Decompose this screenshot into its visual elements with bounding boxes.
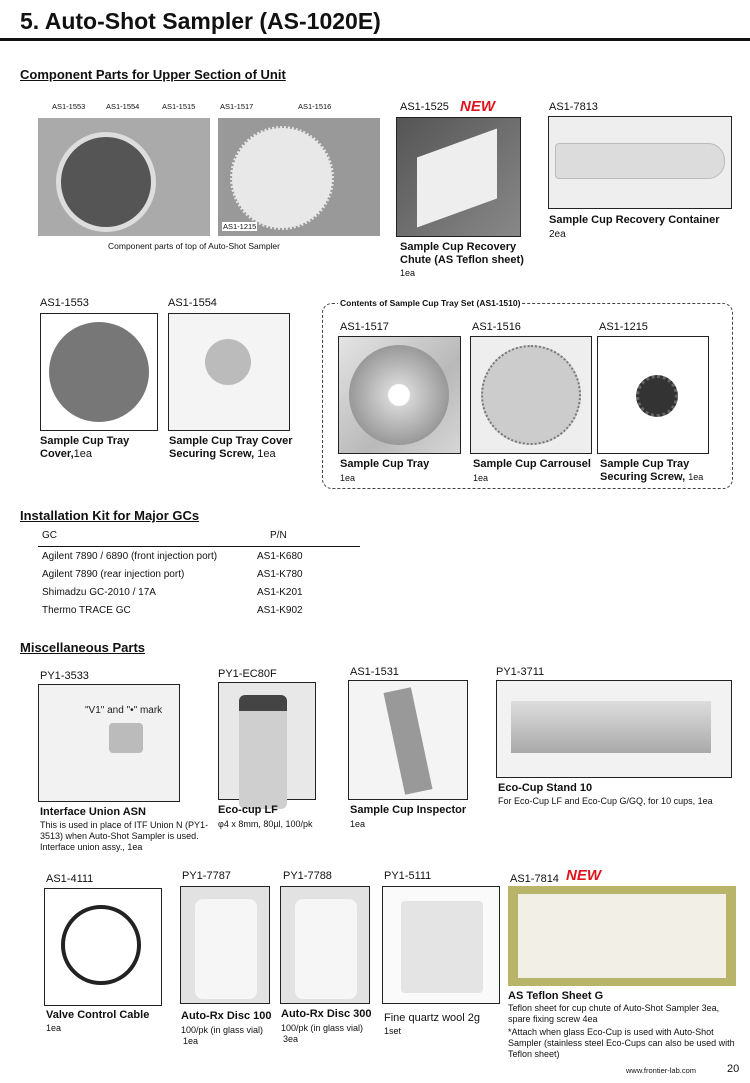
item-name: Sample Cup Tray (340, 458, 430, 470)
item-qty: 1ea (73, 448, 92, 460)
auto-rx-300-photo (280, 886, 370, 1004)
item-name: Sample Cup Recovery Chute (AS Teflon sheet) (400, 241, 524, 266)
item-desc: 1ea (46, 1023, 62, 1033)
photo-note: "V1" and "•" mark (85, 705, 163, 716)
photo-label: AS1-1215 (223, 222, 257, 231)
photo-label: AS1-1517 (220, 102, 254, 111)
photo-label: AS1-1516 (298, 102, 332, 111)
part-number: PY1-5111 (384, 870, 432, 882)
item-name: Eco-Cup Stand 10 (498, 782, 593, 794)
title-rule (0, 38, 750, 41)
photo-caption: Component parts of top of Auto-Shot Sampler (108, 241, 280, 251)
sampler-top-photo-2 (218, 118, 380, 236)
item-desc: This is used in place of ITF Union N (PY1-3513) when Auto-Shot Sampler is used. Interface union assy., 1ea (40, 820, 209, 852)
item-name: Sample Cup Recovery Container (549, 214, 720, 226)
item-note: *Attach when glass Eco-Cup is used with Auto-Shot Sampler (stainless steel Eco-Cups can also be used with Teflon sheet) (508, 1027, 735, 1059)
item-name (40, 435, 165, 461)
table-cell: Agilent 7890 / 6890 (front injection port) (42, 551, 218, 562)
cup-inspector-photo (348, 680, 468, 800)
tray-cover-photo (40, 313, 158, 431)
part-number: PY1-3533 (40, 670, 89, 682)
kit-heading: Installation Kit for Major GCs (20, 508, 200, 523)
part-number: PY1-7788 (283, 870, 332, 882)
item-name-text: Sample Cup Tray Cover, (40, 435, 130, 460)
col-header-gc: GC (42, 530, 57, 541)
item-name: Valve Control Cable (46, 1009, 150, 1021)
part-number: AS1-1525 (400, 101, 449, 113)
item-name: Fine quartz wool 2g (384, 1012, 480, 1024)
table-cell: AS1-K201 (257, 587, 303, 598)
page-number: 20 (727, 1063, 740, 1075)
item-name: Sample Cup Carrousel (473, 458, 591, 470)
item-name: Auto-Rx Disc 300 (281, 1008, 372, 1020)
item-desc: 1ea (350, 819, 366, 829)
item-desc: 1set (384, 1026, 402, 1036)
part-number: AS1-7813 (549, 101, 598, 113)
item-name: Auto-Rx Disc 100 (181, 1010, 272, 1022)
col-header-pn: P/N (270, 530, 287, 541)
item-qty: 1ea (257, 448, 276, 460)
item-qty: 1ea (473, 473, 489, 483)
part-number: AS1-1554 (168, 297, 217, 309)
item-desc: φ4 x 8mm, 80µl, 100/pk (218, 819, 313, 829)
item-name: Eco-cup LF (218, 804, 278, 816)
item-name (600, 458, 730, 484)
table-cell: Thermo TRACE GC (42, 605, 131, 616)
table-cell: AS1-K902 (257, 605, 303, 616)
item-qty: 1ea (340, 473, 356, 483)
cup-stand-photo (496, 680, 732, 778)
part-number: AS1-1516 (472, 321, 521, 333)
upper-section-heading: Component Parts for Upper Section of Unit (20, 67, 286, 82)
part-number: PY1-3711 (496, 666, 545, 678)
sample-cup-tray-photo (338, 336, 461, 454)
auto-rx-100-photo (180, 886, 270, 1004)
tray-screw-photo (597, 336, 709, 454)
table-cell: AS1-K680 (257, 551, 303, 562)
new-badge: NEW (460, 98, 495, 115)
item-name: Interface Union ASN (40, 806, 146, 818)
recovery-chute-photo (396, 117, 521, 237)
sampler-top-photo-1 (38, 118, 210, 236)
part-number: AS1-4111 (46, 873, 94, 885)
part-number: PY1-7787 (182, 870, 231, 882)
item-qty: 1ea (688, 472, 704, 482)
item-name: Sample Cup Inspector (350, 804, 467, 816)
part-number: PY1-EC80F (218, 668, 277, 680)
item-desc: For Eco-Cup LF and Eco-Cup G/GQ, for 10 cups, 1ea (498, 796, 713, 806)
eco-cup-photo (218, 682, 316, 800)
part-number: AS1-1215 (599, 321, 648, 333)
page-title: 5. Auto-Shot Sampler (AS-1020E) (20, 8, 381, 34)
item-qty: 2ea (549, 229, 566, 240)
new-badge: NEW (566, 867, 601, 884)
misc-heading: Miscellaneous Parts (20, 640, 145, 655)
part-number: AS1-1531 (350, 666, 399, 678)
valve-cable-photo (44, 888, 162, 1006)
item-desc: Teflon sheet for cup chute of Auto-Shot Sampler 3ea, spare fixing screw 4ea (508, 1003, 720, 1024)
item-name (169, 435, 304, 461)
item-qty: 3ea (283, 1034, 299, 1044)
table-cell: Agilent 7890 (rear injection port) (42, 569, 185, 580)
item-desc: 100/pk (in glass vial) (181, 1025, 264, 1035)
part-number: AS1-1553 (40, 297, 89, 309)
tray-set-legend: Contents of Sample Cup Tray Set (AS1-1510) (340, 298, 521, 308)
table-cell: Shimadzu GC-2010 / 17A (42, 587, 156, 598)
photo-label: AS1-1554 (106, 102, 140, 111)
part-number: AS1-1517 (340, 321, 389, 333)
quartz-wool-photo (382, 886, 500, 1004)
photo-label: AS1-1515 (162, 102, 196, 111)
teflon-sheet-photo (508, 886, 736, 986)
footer-url: www.frontier-lab.com (626, 1066, 697, 1075)
recovery-container-photo (548, 116, 732, 209)
part-number: AS1-7814 (510, 873, 559, 885)
carrousel-photo (470, 336, 592, 454)
item-name-text: Sample Cup Tray Cover Securing Screw, (169, 435, 293, 460)
item-qty: 1ea (400, 268, 416, 278)
photo-label: AS1-1553 (52, 102, 86, 111)
table-cell: AS1-K780 (257, 569, 303, 580)
item-desc: 100/pk (in glass vial) (281, 1023, 364, 1033)
table-rule (38, 546, 360, 547)
interface-union-photo (38, 684, 180, 802)
item-qty: 1ea (183, 1036, 199, 1046)
cover-screw-photo (168, 313, 290, 431)
item-name-text: Sample Cup Tray Securing Screw, (600, 458, 690, 483)
item-name: AS Teflon Sheet G (508, 990, 604, 1002)
